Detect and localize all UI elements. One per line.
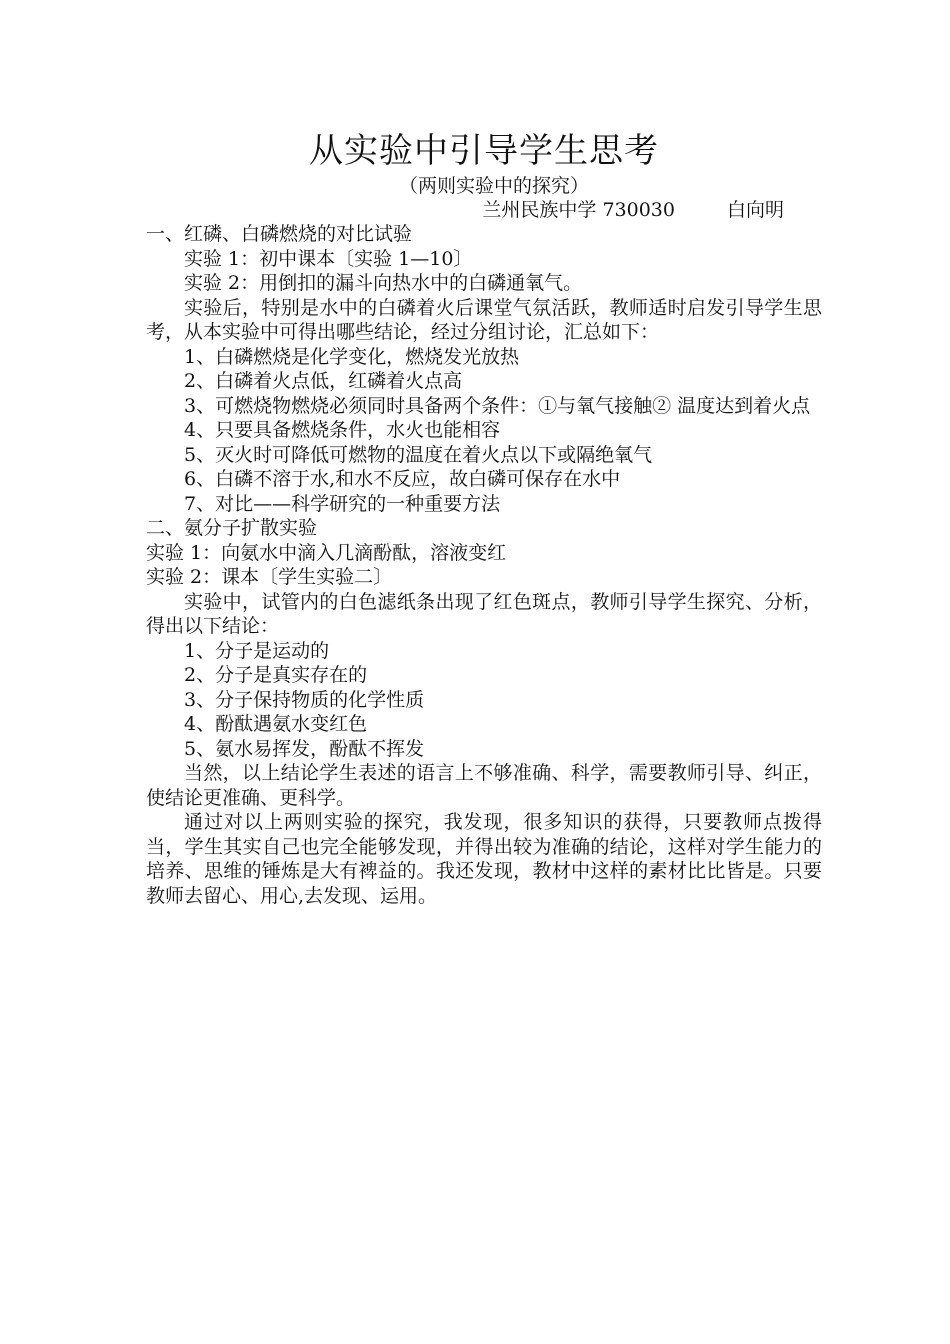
section2-item: 2、分子是真实存在的 — [184, 664, 368, 686]
section2-item: 4、酚酞遇氨水变红色 — [184, 713, 368, 735]
section2-intro: 实验中，试管内的白色滤纸条出现了红色斑点，教师引导学生探究、分析，得出以下结论： — [146, 590, 822, 637]
section1-item: 1、白磷燃烧是化学变化，燃烧发光放热 — [184, 345, 520, 368]
closing-paragraph: 通过对以上两则实验的探究，我发现，很多知识的获得，只要教师点拨得当，学生其实自己也完全能够发现，并得出较为准确的结论，这样对学生能力的培养、思维的锤炼是大有裨益的。我还发现，教材中这样的素材比比皆是。只要教师去留心、用心,去发现、运用。 — [146, 811, 822, 907]
section2-heading: 二、氨分子扩散实验 — [146, 517, 318, 539]
section2-item: 5、氨水易挥发，酚酞不挥发 — [184, 737, 425, 760]
section1-exp1: 实验 1：初中课本〔实验 1—10〕 — [184, 247, 473, 270]
section1-item: 2、白磷着火点低，红磷着火点高 — [184, 370, 463, 392]
section1-heading: 一、红磷、白磷燃烧的对比试验 — [146, 223, 413, 245]
page-subtitle: （两则实验中的探究） — [398, 175, 589, 197]
section2-exp1: 实验 1：向氨水中滴入几滴酚酞，溶液变红 — [146, 541, 507, 564]
section1-item: 4、只要具备燃烧条件，水火也能相容 — [184, 419, 501, 441]
author-name: 白向明 — [726, 199, 784, 221]
closing-paragraph: 当然，以上结论学生表述的语言上不够准确、科学，需要教师引导、纠正，使结论更准确、更科学。 — [146, 762, 822, 809]
section2-item: 1、分子是运动的 — [184, 639, 330, 662]
section1-intro: 实验后，特别是水中的白磷着火后课堂气氛活跃，教师适时启发引导学生思考，从本实验中可得出哪些结论，经过分组讨论，汇总如下： — [146, 296, 822, 343]
section1-item: 7、对比——科学研究的一种重要方法 — [184, 492, 501, 515]
section1-exp2: 实验 2：用倒扣的漏斗向热水中的白磷通氧气。 — [184, 272, 583, 294]
author-line — [146, 198, 784, 222]
section1-item: 5、灭火时可降低可燃物的温度在着火点以下或隔绝氧气 — [184, 443, 653, 466]
section1-item: 3、可燃烧物燃烧必须同时具备两个条件：①与氧气接触② 温度达到着火点 — [184, 394, 811, 417]
page-title: 从实验中引导学生思考 — [309, 131, 659, 171]
document-page — [146, 128, 822, 908]
section1-item: 6、白磷不溶于水,和水不反应，故白磷可保存在水中 — [184, 468, 621, 490]
author-school: 兰州民族中学 730030 — [482, 199, 675, 221]
section2-item: 3、分子保持物质的化学性质 — [184, 688, 425, 711]
section2-exp2: 实验 2：课本〔学生实验二〕 — [146, 566, 393, 588]
